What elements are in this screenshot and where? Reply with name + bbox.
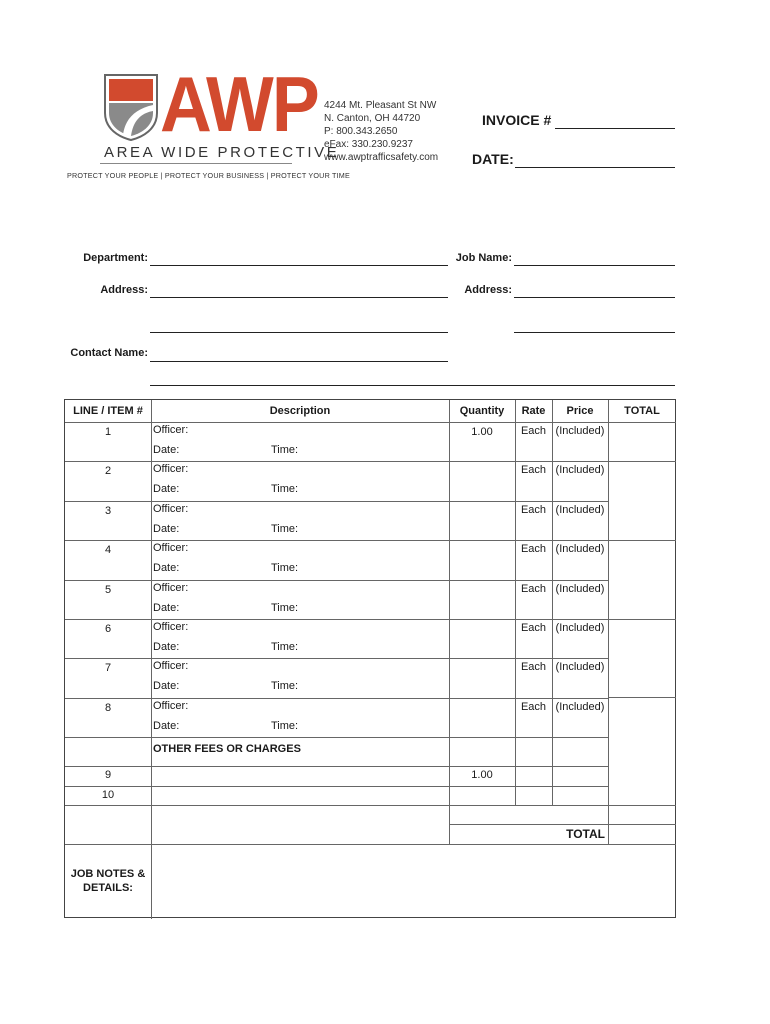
header-rate: Rate [521, 405, 546, 417]
contact-city: N. Canton, OH 44720 [324, 113, 421, 124]
invoice-table [64, 399, 676, 918]
column-line-quantity [449, 766, 450, 844]
time-label: Time: [271, 444, 299, 456]
job-notes-label-2: DETAILS: [83, 882, 133, 894]
header-line-item: LINE / ITEM # [73, 405, 143, 417]
grand-total-label: TOTAL [566, 827, 605, 841]
contact-name-field-2[interactable] [150, 385, 675, 386]
time-input[interactable] [301, 521, 447, 538]
contact-website[interactable]: www.awptrafficsafety.com [324, 152, 439, 163]
total-cell-input[interactable] [608, 461, 676, 500]
company-logo-text: AWP [160, 60, 318, 148]
contact-phone: P: 800.343.2650 [324, 126, 398, 137]
fee-row-divider [65, 805, 676, 806]
rate-value: Each [520, 464, 547, 477]
fee-description-input[interactable] [151, 786, 449, 805]
header-total: TOTAL [624, 405, 660, 417]
column-line-quantity [449, 400, 450, 766]
total-cell-input[interactable] [608, 698, 676, 737]
officer-label: Officer: [153, 463, 189, 476]
line-item-row-divider [65, 501, 151, 502]
line-item-row-divider [65, 698, 151, 699]
officer-label: Officer: [153, 542, 189, 555]
price-value: (Included) [555, 582, 605, 595]
officer-label: Officer: [153, 621, 189, 633]
job-name-label: Job Name: [455, 252, 512, 264]
total-cell-input[interactable] [608, 619, 676, 658]
time-label: Time: [271, 483, 299, 496]
officer-label: Officer: [153, 660, 189, 673]
price-value: (Included) [555, 622, 605, 634]
time-input[interactable] [301, 442, 447, 459]
invoice-number-label: INVOICE # [482, 112, 552, 128]
line-item-row-divider [65, 580, 151, 581]
time-input[interactable] [301, 600, 447, 617]
total-cell-input[interactable] [608, 658, 676, 697]
officer-input[interactable] [191, 659, 447, 676]
contact-name-field[interactable] [150, 361, 448, 362]
price-value: (Included) [555, 464, 605, 477]
fee-description-input[interactable] [151, 766, 449, 786]
company-name: AREA WIDE PROTECTIVE [104, 144, 340, 161]
address-left-field-2[interactable] [150, 332, 448, 333]
officer-input[interactable] [191, 581, 447, 598]
company-contact-block [324, 99, 438, 164]
fee-quantity-value: 1.00 [471, 769, 493, 781]
quantity-value: 1.00 [471, 426, 493, 438]
line-item-number: 2 [104, 465, 112, 478]
officer-label: Officer: [153, 581, 189, 594]
line-item-row-divider [65, 658, 151, 659]
line-item-number: 3 [104, 504, 112, 517]
price-value: (Included) [555, 661, 605, 674]
date-input[interactable] [181, 639, 267, 656]
job-notes-field[interactable] [151, 844, 676, 919]
address-right-label: Address: [464, 284, 512, 296]
line-item-row-divider [65, 540, 151, 541]
time-input[interactable] [301, 639, 447, 656]
other-fees-top-line [65, 737, 608, 738]
contact-efax: eFax: 330.230.9237 [324, 139, 413, 150]
department-label: Department: [83, 252, 148, 264]
line-item-row-divider [65, 619, 151, 620]
grand-total-value-cell[interactable] [608, 824, 676, 844]
line-item-number: 8 [104, 701, 112, 714]
time-label: Time: [271, 562, 299, 575]
time-label: Time: [271, 680, 299, 693]
time-label: Time: [271, 719, 299, 732]
time-label: Time: [271, 601, 299, 614]
time-input[interactable] [301, 481, 447, 498]
officer-input[interactable] [191, 699, 447, 716]
line-item-number: 1 [104, 426, 112, 438]
officer-label: Officer: [153, 424, 189, 436]
rate-value: Each [520, 622, 547, 634]
time-input[interactable] [301, 678, 447, 695]
officer-input[interactable] [191, 502, 447, 519]
contact-name-label: Contact Name: [70, 347, 148, 359]
company-tagline: PROTECT YOUR PEOPLE | PROTECT YOUR BUSINESS | PROTECT YOUR TIME [67, 171, 350, 180]
date-label: Date: [153, 719, 180, 732]
officer-input[interactable] [191, 462, 447, 479]
total-cell-input[interactable] [608, 540, 676, 579]
column-line-rate [515, 400, 516, 805]
line-item-number: 6 [104, 623, 112, 635]
header-description: Description [269, 405, 331, 417]
date-input[interactable] [181, 521, 267, 538]
officer-input[interactable] [191, 620, 447, 637]
total-cell-input[interactable] [608, 501, 676, 540]
rate-value: Each [520, 661, 547, 674]
fee-line-number: 10 [101, 789, 115, 801]
date-input[interactable] [181, 600, 267, 617]
invoice-date-field[interactable] [515, 167, 675, 168]
total-cell-input[interactable] [608, 422, 676, 461]
rate-value: Each [520, 503, 547, 516]
address-left-field-1[interactable] [150, 297, 448, 298]
date-input[interactable] [181, 678, 267, 695]
officer-label: Officer: [153, 502, 189, 515]
date-label: Date: [153, 562, 180, 575]
rate-value: Each [520, 700, 547, 713]
date-label: Date: [153, 641, 180, 653]
date-input[interactable] [181, 718, 267, 735]
time-label: Time: [271, 641, 299, 653]
time-input[interactable] [301, 560, 447, 577]
date-label: Date: [153, 680, 180, 693]
date-label: Date: [153, 483, 180, 496]
awp-shield-logo-icon [103, 73, 159, 141]
line-item-row-divider [65, 461, 151, 462]
rate-value: Each [520, 543, 547, 556]
department-field[interactable] [150, 265, 448, 266]
price-value: (Included) [555, 543, 605, 556]
rate-value: Each [520, 425, 547, 437]
invoice-date-label: DATE: [472, 151, 514, 167]
date-label: Date: [153, 522, 180, 535]
job-notes-label: JOB NOTES & [70, 868, 146, 880]
fee-line-number: 9 [104, 769, 112, 781]
column-line-description [151, 400, 152, 919]
date-input[interactable] [181, 560, 267, 577]
job-name-field[interactable] [514, 265, 675, 266]
line-item-number: 7 [104, 662, 112, 675]
address-left-label: Address: [100, 284, 148, 296]
address-right-field-1[interactable] [514, 297, 675, 298]
officer-input[interactable] [191, 423, 447, 440]
invoice-number-field[interactable] [555, 128, 675, 129]
date-input[interactable] [181, 481, 267, 498]
line-item-number: 4 [104, 544, 112, 557]
address-right-field-2[interactable] [514, 332, 675, 333]
header-price: Price [566, 405, 594, 417]
price-value: (Included) [555, 425, 605, 437]
officer-input[interactable] [191, 541, 447, 558]
price-value: (Included) [555, 700, 605, 713]
date-input[interactable] [181, 442, 267, 459]
date-label: Date: [153, 601, 180, 614]
other-fees-label: OTHER FEES OR CHARGES [153, 743, 301, 756]
time-input[interactable] [301, 718, 447, 735]
header-quantity: Quantity [459, 405, 505, 417]
contact-street: 4244 Mt. Pleasant St NW [324, 100, 437, 111]
total-cell-input[interactable] [608, 580, 676, 619]
time-label: Time: [271, 522, 299, 535]
date-label: Date: [153, 444, 180, 456]
line-item-number: 5 [104, 583, 112, 596]
price-value: (Included) [555, 503, 605, 516]
officer-label: Officer: [153, 699, 189, 712]
logo-divider [100, 163, 292, 164]
column-line-price [552, 400, 553, 805]
rate-value: Each [520, 582, 547, 595]
